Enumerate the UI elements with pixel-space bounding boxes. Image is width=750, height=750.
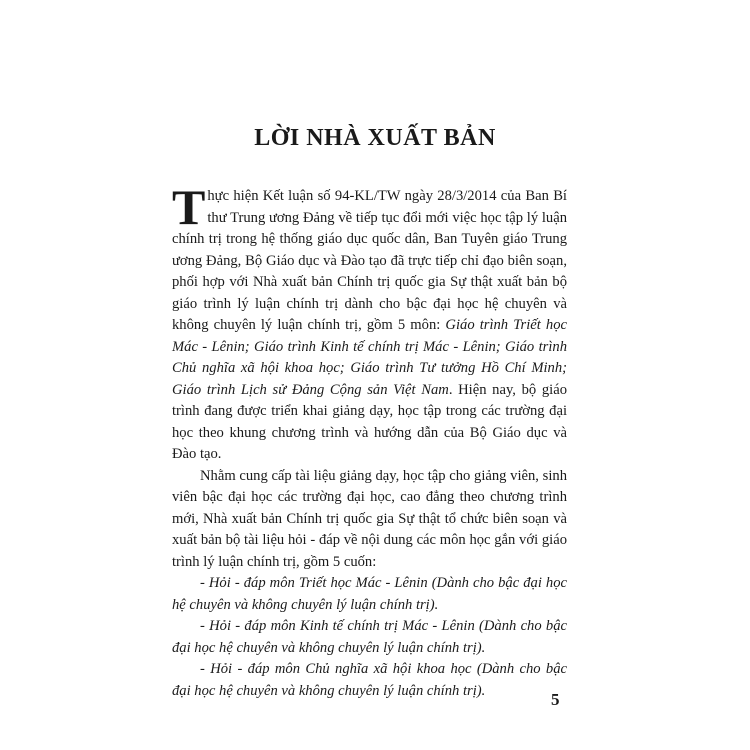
drop-cap: T xyxy=(172,179,206,235)
paragraph-intro-text-a: hực hiện Kết luận số 94-KL/TW ngày 28/3/2014 của Ban Bí thư Trung ương Đảng về tiếp tục đổi mới việc học tập lý luận chính trị trong hệ thống giáo dục quốc dân, Ban Tuyên giáo Trung ương Đảng, Bộ Giáo dục và Đào tạo đã trực tiếp chỉ đạo biên soạn, phối hợp với Nhà xuất bản Chính trị quốc gia Sự thật xuất bản bộ giáo trình lý luận chính trị dành cho bậc đại học hệ chuyên và không chuyên lý luận chính trị, gồm 5 môn: xyxy=(172,188,567,333)
list-item: - Hỏi - đáp môn Triết học Mác - Lênin (Dành cho bậc đại học hệ chuyên và không chuyên lý luận chính trị). xyxy=(172,575,567,613)
paragraph-intro-text-b: . Hiện nay, bộ giáo trình đang được triển khai giảng dạy, học tập trong các trường đại học theo khung chương trình và hướng dẫn của Bộ Giáo dục và Đào tạo. xyxy=(172,381,567,462)
body-text xyxy=(172,179,567,702)
list-item: - Hỏi - đáp môn Kinh tế chính trị Mác - Lênin (Dành cho bậc đại học hệ chuyên và không chuyên lý luận chính trị). xyxy=(172,618,567,656)
page-title: LỜI NHÀ XUẤT BẢN xyxy=(254,125,496,151)
paragraph-purpose: Nhằm cung cấp tài liệu giảng dạy, học tập cho giảng viên, sinh viên bậc đại học các trường đại học, cao đẳng theo chương trình mới, Nhà xuất bản Chính trị quốc gia Sự thật tổ chức biên soạn và xuất bản bộ tài liệu hỏi - đáp về nội dung các môn học gắn với giáo trình lý luận chính trị, gồm 5 cuốn: xyxy=(172,467,567,570)
paragraph-intro-course-list: Giáo trình Triết học Mác - Lênin; Giáo trình Kinh tế chính trị Mác - Lênin; Giáo trình Chủ nghĩa xã hội khoa học; Giáo trình Tư tưởng Hồ Chí Minh; Giáo trình Lịch sử Đảng Cộng sản Việt Nam xyxy=(172,317,567,398)
list-item: - Hỏi - đáp môn Chủ nghĩa xã hội khoa học (Dành cho bậc đại học hệ chuyên và không chuyên lý luận chính trị). xyxy=(172,661,567,699)
page-number: 5 xyxy=(551,690,560,709)
paragraph-intro xyxy=(172,179,567,466)
